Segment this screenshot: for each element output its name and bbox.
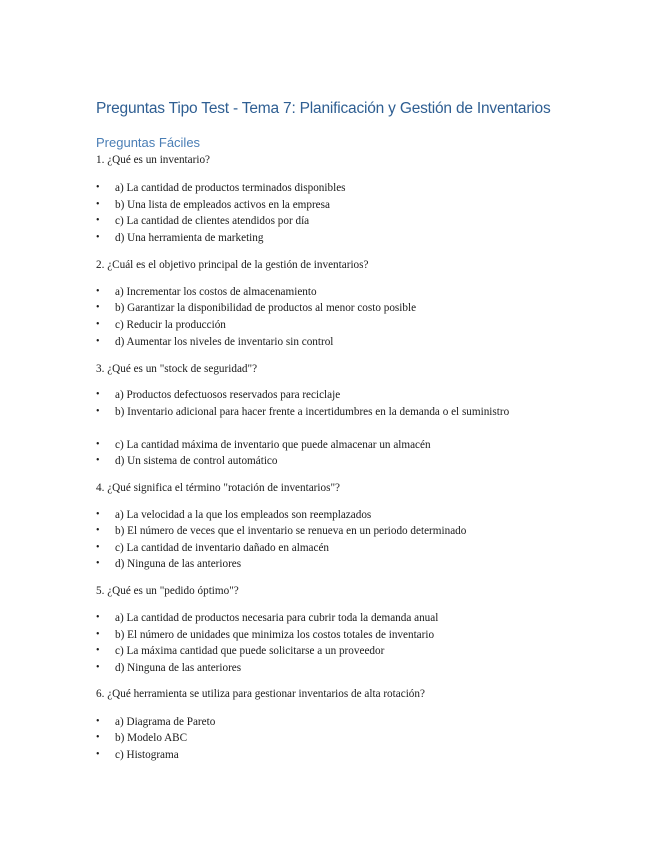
q4-option-d: • d) Ninguna de las anteriores — [96, 558, 242, 570]
q3-option-c: • c) La cantidad máxima de inventario que puede almacenar un almacén — [96, 439, 431, 451]
q5-option-c: • c) La máxima cantidad que puede solicitarse a un proveedor — [96, 645, 385, 657]
bullet-icon: • — [96, 455, 100, 466]
bullet-icon: • — [96, 319, 100, 330]
q5-option-a: • a) La cantidad de productos necesaria para cubrir toda la demanda anual — [96, 612, 439, 624]
q4-option-a: • a) La velocidad a la que los empleados son reemplazados — [96, 509, 372, 521]
q2-option-c: • c) Reducir la producción — [96, 319, 226, 331]
q4-option-b: • b) El número de veces que el inventario se renueva en un periodo determinado — [96, 525, 467, 537]
bullet-icon: • — [96, 749, 100, 760]
bullet-icon: • — [96, 406, 100, 417]
bullet-icon: • — [96, 662, 100, 673]
bullet-icon: • — [96, 336, 100, 347]
question-2: 2. ¿Cuál es el objetivo principal de la gestión de inventarios? — [96, 259, 369, 271]
bullet-icon: • — [96, 286, 100, 297]
bullet-icon: • — [96, 645, 100, 656]
bullet-icon: • — [96, 439, 100, 450]
q5-option-d: • d) Ninguna de las anteriores — [96, 662, 242, 674]
bullet-icon: • — [96, 215, 100, 226]
bullet-icon: • — [96, 302, 100, 313]
bullet-icon: • — [96, 612, 100, 623]
bullet-icon: • — [96, 629, 100, 640]
q6-option-a: • a) Diagrama de Pareto — [96, 716, 216, 728]
bullet-icon: • — [96, 389, 100, 400]
q4-option-c: • c) La cantidad de inventario dañado en almacén — [96, 542, 330, 554]
document-title: Preguntas Tipo Test - Tema 7: Planificación y Gestión de Inventarios — [96, 100, 551, 117]
q3-option-b: • b) Inventario adicional para hacer frente a incertidumbres en la demanda o el suministro — [96, 406, 510, 418]
q3-option-d: • d) Un sistema de control automático — [96, 455, 278, 467]
q2-option-d: • d) Aumentar los niveles de inventario sin control — [96, 336, 334, 348]
q3-option-a: • a) Productos defectuosos reservados para reciclaje — [96, 389, 341, 401]
q2-option-b: • b) Garantizar la disponibilidad de productos al menor costo posible — [96, 302, 417, 314]
q1-option-a: • a) La cantidad de productos terminados disponibles — [96, 182, 346, 194]
bullet-icon: • — [96, 542, 100, 553]
question-6: 6. ¿Qué herramienta se utiliza para gestionar inventarios de alta rotación? — [96, 688, 425, 700]
q1-option-c: • c) La cantidad de clientes atendidos por día — [96, 215, 310, 227]
question-3: 3. ¿Qué es un "stock de seguridad"? — [96, 363, 258, 375]
question-1: 1. ¿Qué es un inventario? — [96, 154, 211, 166]
bullet-icon: • — [96, 232, 100, 243]
q2-option-a: • a) Incrementar los costos de almacenamiento — [96, 286, 317, 298]
q6-option-b: • b) Modelo ABC — [96, 732, 188, 744]
section-heading: Preguntas Fáciles — [96, 135, 201, 150]
bullet-icon: • — [96, 525, 100, 536]
question-5: 5. ¿Qué es un "pedido óptimo"? — [96, 585, 239, 597]
q1-option-d: • d) Una herramienta de marketing — [96, 232, 264, 244]
q5-option-b: • b) El número de unidades que minimiza los costos totales de inventario — [96, 629, 435, 641]
bullet-icon: • — [96, 509, 100, 520]
bullet-icon: • — [96, 558, 100, 569]
q1-option-b: • b) Una lista de empleados activos en la empresa — [96, 199, 330, 211]
q6-option-c: • c) Histograma — [96, 749, 179, 761]
bullet-icon: • — [96, 732, 100, 743]
question-4: 4. ¿Qué significa el término "rotación de inventarios"? — [96, 482, 340, 494]
bullet-icon: • — [96, 716, 100, 727]
bullet-icon: • — [96, 182, 100, 193]
bullet-icon: • — [96, 199, 100, 210]
